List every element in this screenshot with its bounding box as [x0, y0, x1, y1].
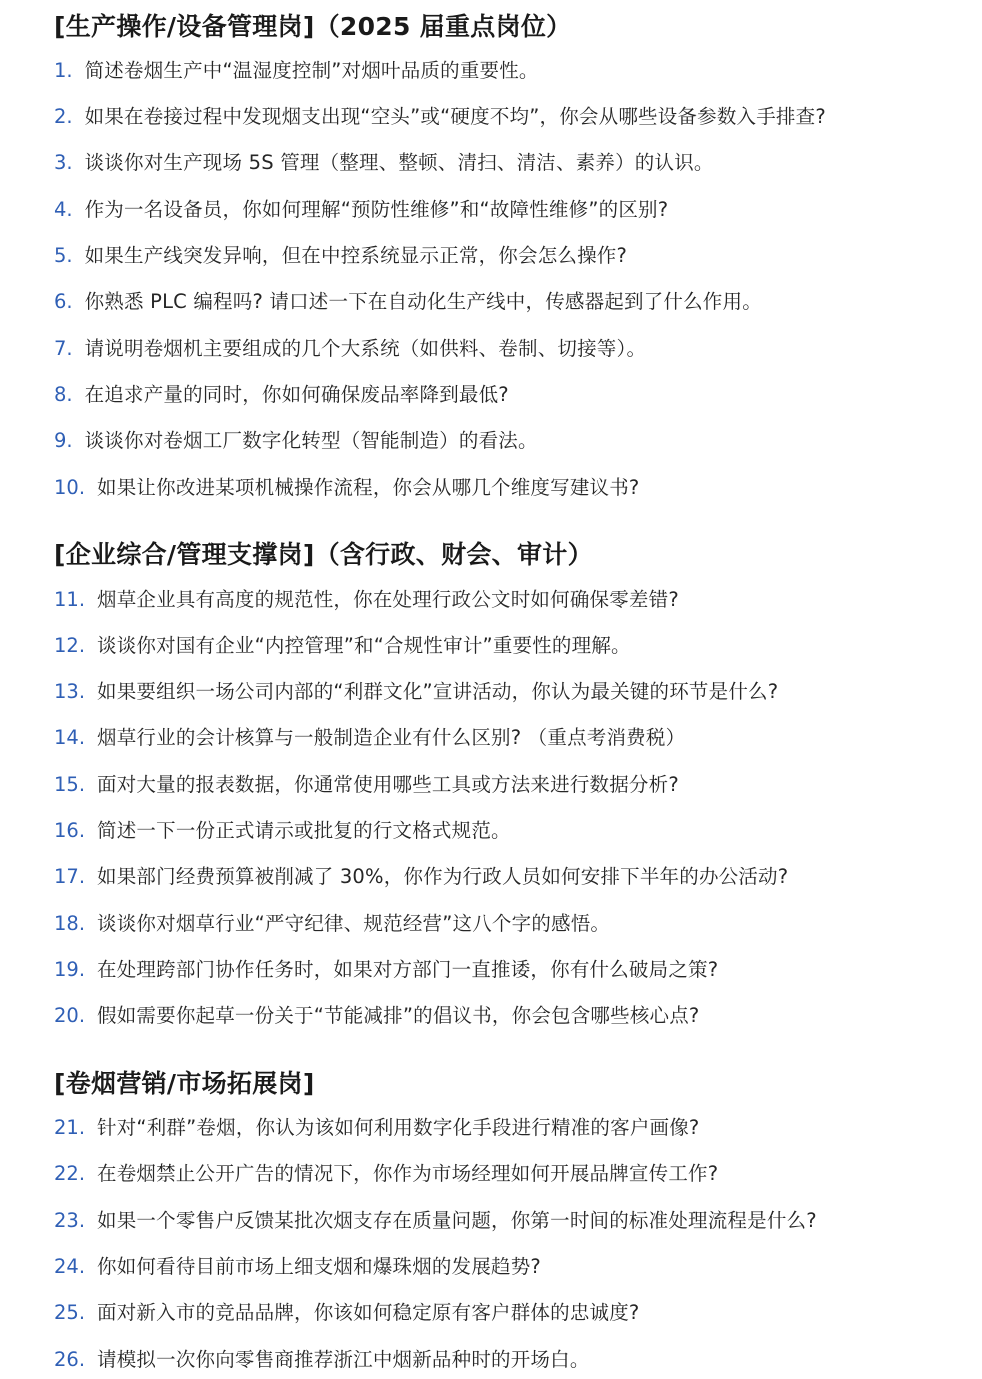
- item-number: 12.: [54, 634, 86, 657]
- item-number: 23.: [54, 1209, 86, 1232]
- list-item: [54, 1159, 718, 1189]
- item-text: 你如何看待目前市场上细支烟和爆珠烟的发展趋势?: [97, 1255, 541, 1278]
- item-number: 2.: [54, 105, 73, 128]
- item-number: 19.: [54, 958, 86, 981]
- list-item: [54, 585, 679, 615]
- item-text: 面对新入市的竞品品牌，你该如何稳定原有客户群体的忠诚度?: [97, 1301, 640, 1324]
- section-title-management: [企业综合/管理支撑岗]（含行政、财会、审计）: [54, 540, 593, 569]
- list-item: [54, 148, 714, 178]
- item-number: 22.: [54, 1162, 86, 1185]
- list-item: [54, 1001, 699, 1031]
- list-item: [54, 1252, 541, 1282]
- item-text: 谈谈你对国有企业“内控管理”和“合规性审计”重要性的理解。: [97, 634, 631, 657]
- item-number: 6.: [54, 290, 73, 313]
- item-text: 谈谈你对烟草行业“严守纪律、规范经营”这八个字的感悟。: [97, 912, 611, 935]
- item-number: 7.: [54, 337, 73, 360]
- item-text: 面对大量的报表数据，你通常使用哪些工具或方法来进行数据分析?: [97, 773, 679, 796]
- list-item: [54, 955, 718, 985]
- item-number: 5.: [54, 244, 73, 267]
- list-item: [54, 1206, 817, 1236]
- item-number: 11.: [54, 588, 86, 611]
- list-item: [54, 426, 538, 456]
- list-item: [54, 102, 826, 132]
- item-text: 如果一个零售户反馈某批次烟支存在质量问题，你第一时间的标准处理流程是什么?: [97, 1209, 817, 1232]
- item-number: 24.: [54, 1255, 86, 1278]
- list-item: [54, 862, 788, 892]
- list-item: [54, 909, 610, 939]
- item-text: 作为一名设备员，你如何理解“预防性维修”和“故障性维修”的区别?: [84, 198, 669, 221]
- list-item: [54, 723, 685, 753]
- item-text: 假如需要你起草一份关于“节能减排”的倡议书，你会包含哪些核心点?: [97, 1004, 700, 1027]
- item-number: 17.: [54, 865, 86, 888]
- item-text: 谈谈你对生产现场 5S 管理（整理、整顿、清扫、清洁、素养）的认识。: [84, 151, 714, 174]
- item-number: 9.: [54, 429, 73, 452]
- section-title-marketing: [卷烟营销/市场拓展岗]: [54, 1069, 315, 1098]
- item-number: 13.: [54, 680, 86, 703]
- item-text: 如果部门经费预算被削减了 30%，你作为行政人员如何安排下半年的办公活动?: [97, 865, 789, 888]
- item-number: 3.: [54, 151, 73, 174]
- item-number: 26.: [54, 1348, 86, 1371]
- list-item: [54, 816, 511, 846]
- item-number: 18.: [54, 912, 86, 935]
- section-title-production: [生产操作/设备管理岗]（2025 届重点岗位）: [54, 12, 572, 41]
- list-item: [54, 241, 627, 271]
- list-item: [54, 1113, 699, 1143]
- item-number: 16.: [54, 819, 86, 842]
- item-number: 14.: [54, 726, 86, 749]
- list-item: [54, 631, 631, 661]
- item-number: 25.: [54, 1301, 86, 1324]
- item-text: 谈谈你对卷烟工厂数字化转型（智能制造）的看法。: [84, 429, 538, 452]
- item-text: 烟草企业具有高度的规范性，你在处理行政公文时如何确保零差错?: [97, 588, 679, 611]
- item-text: 在卷烟禁止公开广告的情况下，你作为市场经理如何开展品牌宣传工作?: [97, 1162, 719, 1185]
- item-text: 在处理跨部门协作任务时，如果对方部门一直推诿，你有什么破局之策?: [97, 958, 719, 981]
- list-item: [54, 56, 539, 86]
- item-text: 请模拟一次你向零售商推荐浙江中烟新品种时的开场白。: [97, 1348, 590, 1371]
- item-text: 如果生产线突发异响，但在中控系统显示正常，你会怎么操作?: [84, 244, 628, 267]
- item-text: 你熟悉 PLC 编程吗? 请口述一下在自动化生产线中，传感器起到了什么作用。: [84, 290, 762, 313]
- item-number: 20.: [54, 1004, 86, 1027]
- list-item: [54, 770, 679, 800]
- item-number: 8.: [54, 383, 73, 406]
- list-item: [54, 677, 778, 707]
- list-item: [54, 334, 646, 364]
- item-text: 烟草行业的会计核算与一般制造企业有什么区别? （重点考消费税）: [97, 726, 686, 749]
- item-number: 15.: [54, 773, 86, 796]
- item-text: 如果要组织一场公司内部的“利群文化”宣讲活动，你认为最关键的环节是什么?: [97, 680, 779, 703]
- item-text: 针对“利群”卷烟，你认为该如何利用数字化手段进行精准的客户画像?: [97, 1116, 700, 1139]
- item-text: 简述一下一份正式请示或批复的行文格式规范。: [97, 819, 511, 842]
- list-item: [54, 473, 639, 503]
- list-item: [54, 1298, 639, 1328]
- list-item: [54, 287, 762, 317]
- item-text: 请说明卷烟机主要组成的几个大系统（如供料、卷制、切接等）。: [84, 337, 647, 360]
- list-item: [54, 380, 509, 410]
- item-number: 21.: [54, 1116, 86, 1139]
- list-item: [54, 1345, 590, 1375]
- item-text: 在追求产量的同时，你如何确保废品率降到最低?: [84, 383, 509, 406]
- item-number: 1.: [54, 59, 73, 82]
- item-text: 如果在卷接过程中发现烟支出现“空头”或“硬度不均”，你会从哪些设备参数入手排查?: [84, 105, 826, 128]
- item-text: 如果让你改进某项机械操作流程，你会从哪几个维度写建议书?: [97, 476, 640, 499]
- list-item: [54, 195, 668, 225]
- item-number: 10.: [54, 476, 86, 499]
- item-number: 4.: [54, 198, 73, 221]
- item-text: 简述卷烟生产中“温湿度控制”对烟叶品质的重要性。: [84, 59, 539, 82]
